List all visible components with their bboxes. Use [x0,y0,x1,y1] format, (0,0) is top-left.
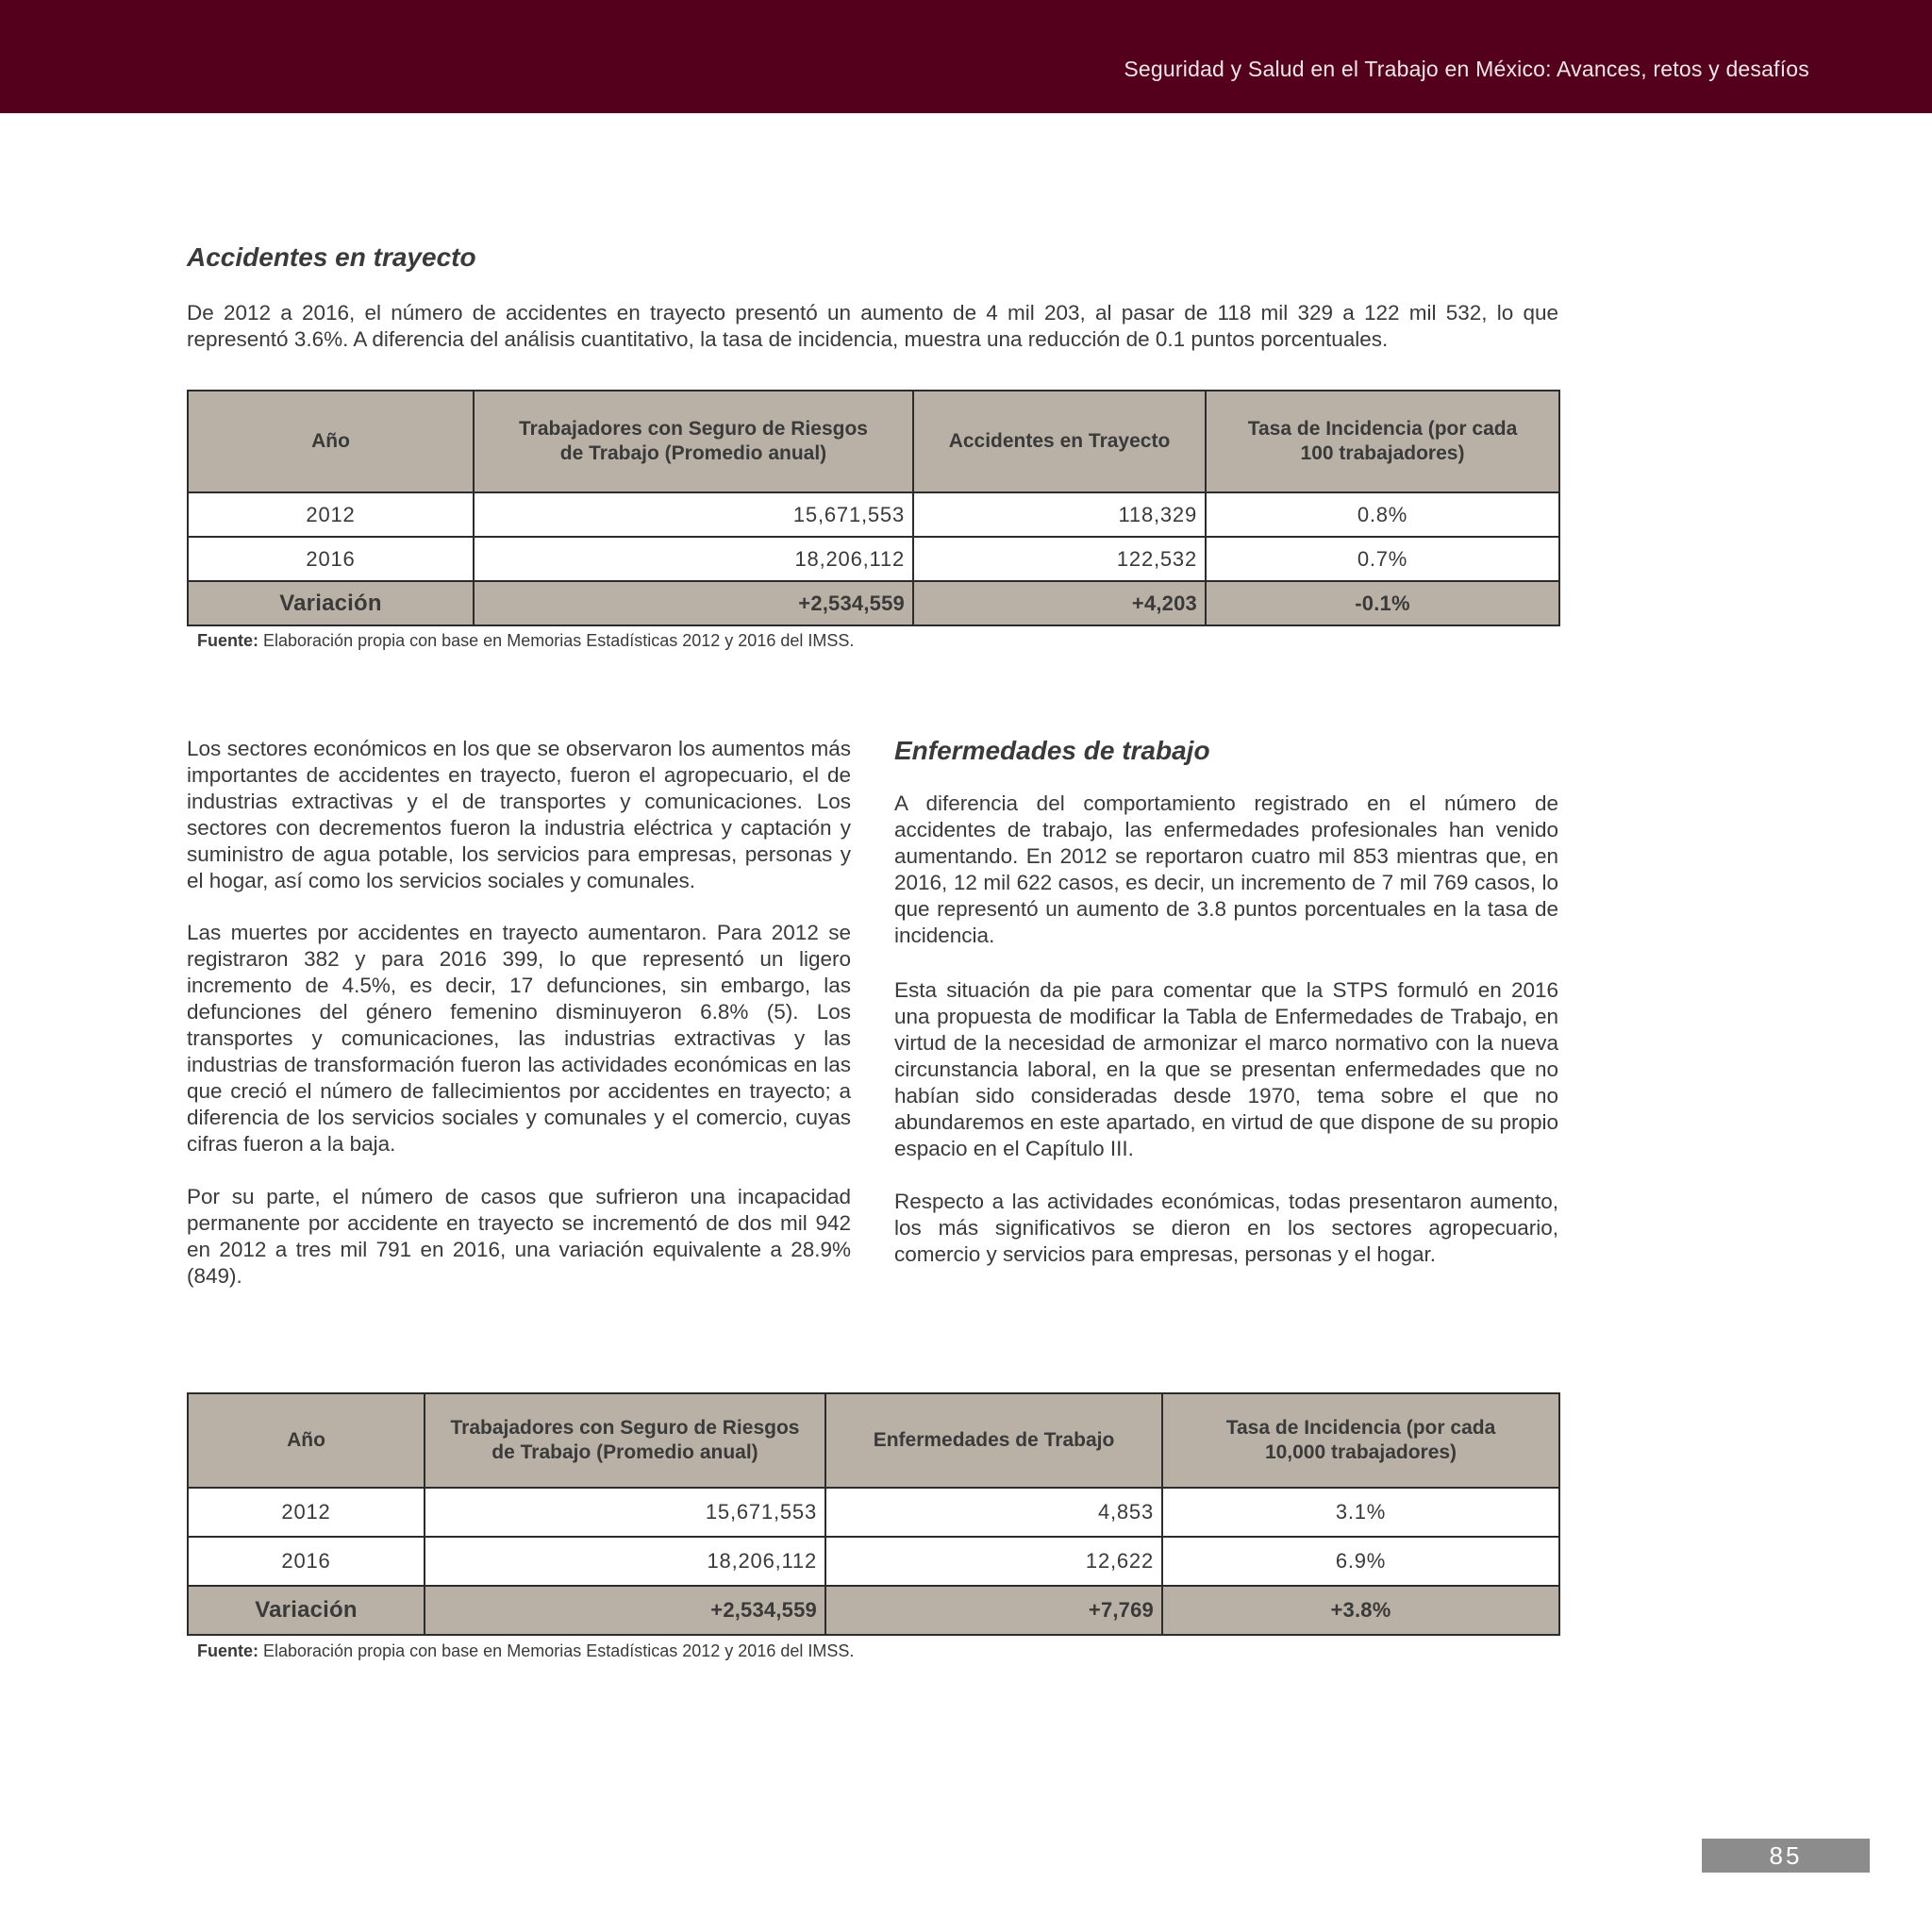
cell-variacion-trabajadores: +2,534,559 [425,1586,825,1635]
table-enfermedades-trabajo [187,1392,1560,1636]
left-paragraph-1: Los sectores económicos en los que se observaron los aumentos más importantes de accidentes en trayecto, fueron el agropecuario, el de industrias extractivas y el de transportes y comunicaciones. Los sectores con decrementos fueron la industria eléctrica y captación y suministro de agua potable, los servicios para empresas, personas y el hogar, así como los servicios sociales y comunales. [187,737,851,892]
right-paragraph-2: Esta situación da pie para comentar que la STPS formuló en 2016 una propuesta de modificar la Tabla de Enfermedades de Trabajo, en virtud de la necesidad de armonizar el marco normativo con la nueva circunstancia laboral, en la que se presentan enfermedades que no habían sido consideradas desde 1970, tema sobre el que no abundaremos en este apartado, en virtud de que dispone de su propio espacio en el Capítulo III. [894,978,1558,1160]
table-row [188,492,1559,537]
table-header-row [188,391,1559,492]
cell-variacion-enfermedades: +7,769 [825,1586,1162,1635]
cell-enfermedades: 12,622 [825,1537,1162,1586]
right-paragraph-1: A diferencia del comportamiento registrado en el número de accidentes de trabajo, las enfermedades profesionales han venido aumentando. En 2012 se reportaron cuatro mil 853 mientras que, en 2016, 12 mil 622 casos, es decir, un incremento de 7 mil 769 casos, lo que representó un aumento de 3.8 puntos porcentuales en la tasa de incidencia. [894,791,1558,947]
cell-trabajadores: 15,671,553 [425,1488,825,1537]
cell-year: 2012 [188,492,474,537]
variation-row [188,1586,1559,1635]
source-text: Elaboración propia con base en Memorias Estadísticas 2012 y 2016 del IMSS. [263,1641,855,1660]
left-paragraph-2: Las muertes por accidentes en trayecto aumentaron. Para 2012 se registraron 382 y para 2016 399, lo que representó un ligero incremento de 4.5%, es decir, 17 defunciones, sin embargo, las defunciones del género femenino disminuyeron 6.8% (5). Los transportes y comunicaciones, las industrias extractivas y las industrias de transformación fueron las actividades económicas en las que creció el número de fallecimientos por accidentes en trayecto; a diferencia de los servicios sociales y comunales y el comercio, cuyas cifras fueron a la baja. [187,921,851,1156]
header-band [0,0,1932,113]
cell-year: 2016 [188,1537,425,1586]
header-cell-accidentes: Accidentes en Trayecto [913,391,1206,492]
source-text: Elaboración propia con base en Memorias Estadísticas 2012 y 2016 del IMSS. [263,631,855,650]
header-cell-trabajadores-text: Trabajadores con Seguro de Riesgos de Trabajo (Promedio anual) [519,418,868,464]
left-paragraph-3: Por su parte, el número de casos que sufrieron una incapacidad permanente por accidente en trayecto se incrementó de dos mil 942 en 2012 a tres mil 791 en 2016, una variación equivalente a 28.9% (849). [187,1185,851,1288]
table-row [188,1488,1559,1537]
section-heading-accidentes: Accidentes en trayecto [187,242,476,272]
header-cell-trabajadores-text: Trabajadores con Seguro de Riesgos de Trabajo (Promedio anual) [450,1417,800,1463]
source-label: Fuente: [197,631,258,650]
cell-variacion-trabajadores: +2,534,559 [474,581,913,625]
intro-paragraph: De 2012 a 2016, el número de accidentes en trayecto presentó un aumento de 4 mil 203, al pasar de 118 mil 329 a 122 mil 532, lo que representó 3.6%. A diferencia del análisis cuantitativo, la tasa de incidencia, muestra una reducción de 0.1 puntos porcentuales. [187,301,1558,351]
cell-enfermedades: 4,853 [825,1488,1162,1537]
header-cell-trabajadores [474,391,913,492]
header-cell-tasa [1206,391,1559,492]
source-label: Fuente: [197,1641,258,1660]
table2-source [197,1641,854,1661]
header-cell-anio: Año [188,391,474,492]
cell-trabajadores: 18,206,112 [474,537,913,581]
header-cell-tasa-text: Tasa de Incidencia (por cada 100 trabajadores) [1247,418,1518,464]
table-row [188,537,1559,581]
cell-year: 2016 [188,537,474,581]
table-row [188,1537,1559,1586]
cell-accidentes: 118,329 [913,492,1206,537]
page-number-box [1702,1839,1870,1873]
table1-source [197,631,854,651]
cell-variacion-label: Variación [188,1586,425,1635]
cell-tasa: 0.7% [1206,537,1559,581]
cell-variacion-label: Variación [188,581,474,625]
cell-variacion-tasa: -0.1% [1206,581,1559,625]
variation-row [188,581,1559,625]
page-number: 85 [1769,1841,1803,1870]
header-cell-tasa-text: Tasa de Incidencia (por cada 10,000 trabajadores) [1225,1417,1496,1463]
cell-trabajadores: 15,671,553 [474,492,913,537]
header-cell-trabajadores [425,1393,825,1488]
cell-year: 2012 [188,1488,425,1537]
header-cell-anio: Año [188,1393,425,1488]
table-header-row [188,1393,1559,1488]
cell-variacion-accidentes: +4,203 [913,581,1206,625]
cell-tasa: 0.8% [1206,492,1559,537]
header-cell-tasa [1162,1393,1559,1488]
running-header-title: Seguridad y Salud en el Trabajo en México: Avances, retos y desafíos [1124,57,1809,81]
cell-tasa: 3.1% [1162,1488,1559,1537]
table-accidentes-trayecto [187,390,1560,626]
header-cell-enfermedades: Enfermedades de Trabajo [825,1393,1162,1488]
cell-tasa: 6.9% [1162,1537,1559,1586]
right-paragraph-3: Respecto a las actividades económicas, todas presentaron aumento, los más significativos se dieron en los sectores agropecuario, comercio y servicios para empresas, personas y el hogar. [894,1190,1558,1266]
cell-trabajadores: 18,206,112 [425,1537,825,1586]
cell-variacion-tasa: +3.8% [1162,1586,1559,1635]
section-heading-enfermedades: Enfermedades de trabajo [894,736,1210,765]
cell-accidentes: 122,532 [913,537,1206,581]
